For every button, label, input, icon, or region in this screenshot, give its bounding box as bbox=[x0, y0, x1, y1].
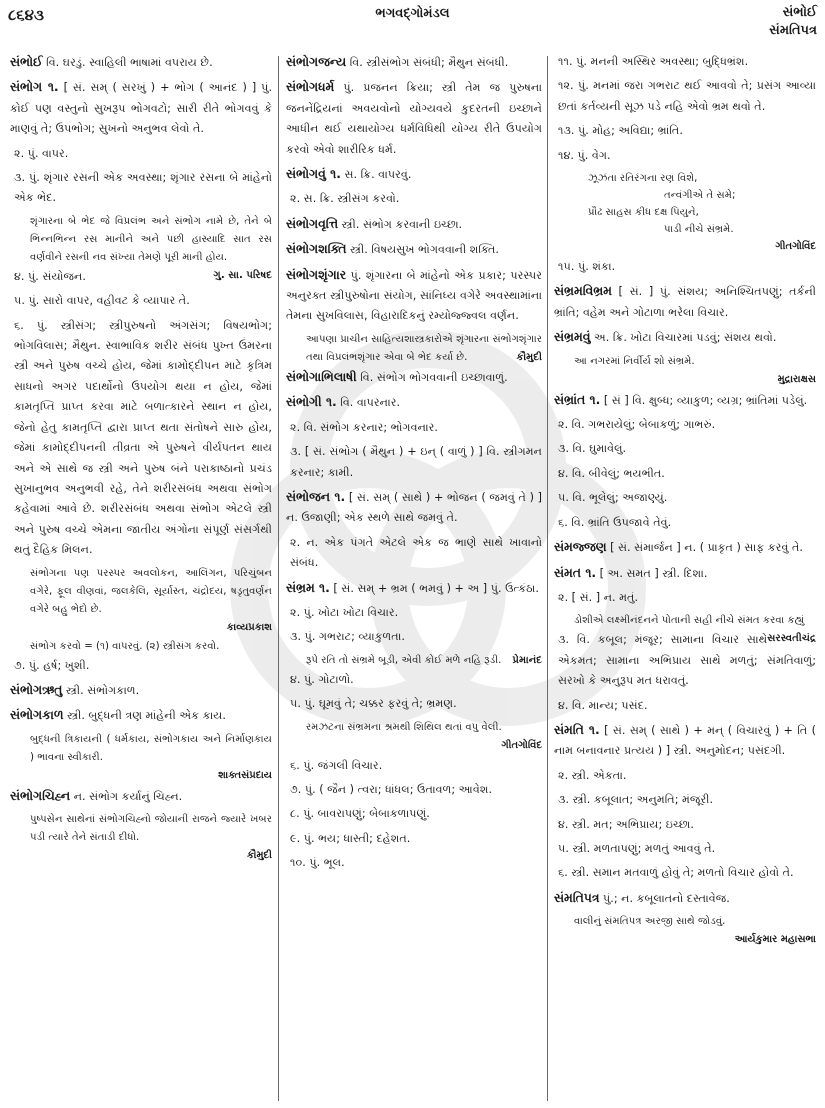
usage-quotation bbox=[10, 638, 272, 656]
usage-quotation bbox=[286, 652, 542, 670]
column-2 bbox=[286, 52, 542, 1102]
headword: સંમતિપત્ર bbox=[554, 889, 600, 905]
headword: સંભ્રમવું bbox=[554, 329, 591, 345]
dictionary-entry bbox=[554, 563, 816, 584]
headword: સંભોગવું ૧. bbox=[286, 166, 341, 182]
quotation-source: કૌમુદી bbox=[246, 850, 272, 862]
headword: સંમતિ ૧. bbox=[554, 721, 600, 737]
quotation-text: રમઝટના સંભ્રમના શ્રમથી શિથિલ થતાં વપુ વેલી. bbox=[306, 721, 502, 733]
sense-definition: ૯. પું. ભય; ધાસ્તી; દહેશત. bbox=[290, 831, 411, 845]
sense-definition: ૨. વિ. ગભરાયેલું; બેબાકળું; ગાભરું. bbox=[558, 418, 716, 432]
definition: [ સં ] વિ. ક્ષુબ્ધ; વ્યાકુળ; વ્યગ્ર; ભ્રાંતિમાં પડેલું. bbox=[600, 393, 808, 407]
sense-definition: ૨. વિ. સંભોગ કરનાર; ભોગવનાર. bbox=[290, 420, 438, 434]
definition: પું. શૃંગારના બે માંહેનો એક પ્રકાર; પરસ્પર અનુરક્ત સ્ત્રીપુરુષોના સંયોગ, સાંનિધ્ય વગેરે અવસ્થામાંના તેમના સુખવિલાસ, વિહારાદિકનું રમ્યોજ્જ્વલ વર્ણન. bbox=[286, 268, 542, 323]
definition: [ સં. સમ્ ( સરખું ) + ભોગ ( આનંદ ) ] પું. કોઈ પણ વસ્તુનો સુખરૂપ ભોગવટો; સારી રીતે ભોગવવું કે માણવું તે; ઉપભોગ; સુખનો અનુભવ લેવો તે. bbox=[10, 81, 272, 136]
headword: સંભોગાભિલાષી bbox=[286, 368, 357, 384]
sense-definition: ૭. પું. ( જૈન ) ત્વરા; ધાંધલ; ઉતાવળ; આવેશ. bbox=[290, 782, 493, 796]
quotation-source: મુદ્રારાક્ષસ bbox=[777, 373, 816, 385]
quotation-source: ગીતગોવિંદ bbox=[501, 739, 542, 751]
verse-line: ઝૂઝંતા રતિરંગના રણ વિશે, bbox=[588, 173, 698, 185]
quotation-text: વાલીનું સંમતિપત્ર અરજી સાથે જોડવું. bbox=[574, 916, 726, 928]
headword: સંભ્રમ ૧. bbox=[286, 579, 330, 595]
headword: સંભોગધર્મ bbox=[286, 79, 335, 95]
definition: [ સં. ] પું. સંશય; અનિશ્ચિતપણું; તર્કની ભ્રાંતિ; વહેમ અને ગોટાળા ભરેલા વિચાર. bbox=[554, 285, 816, 319]
definition: વિ. વાપરનાર. bbox=[336, 396, 401, 410]
quotation-text: સંભોગના પણ પરસ્પર અવલોકન, આલિંગન, પરિચુંબન વગેરે, ફૂલ વીણવાં, જલકેલિ, સૂર્યાસ્ત, ચંદ્રોદય, ષડૃતુવર્ણન વગેરે બહુ ભેદો છે. bbox=[30, 567, 272, 615]
quotation-source: ગુ. સા. પરિષદ bbox=[213, 269, 272, 281]
quotation-text: આપણા પ્રાચીન સાહિત્યશાસ્ત્રકારોએ શૃંગારના સંભોગશૃંગાર તથા વિપ્રલંભશૃંગાર એવા બે ભેદ કર્યા છે. bbox=[306, 333, 542, 363]
verse-quotation bbox=[554, 170, 816, 238]
quotation-source: પ્રેમાનંદ bbox=[512, 654, 542, 666]
quotation-text: સંભોગ કરવો = (૧) વાપરવું. (૨) સ્ત્રીસંગ કરવો. bbox=[30, 640, 220, 652]
dictionary-entry bbox=[286, 487, 542, 529]
dictionary-entry bbox=[10, 680, 272, 701]
headword: સંભોગઋતુ bbox=[10, 681, 63, 697]
verse-line: તન્વંગીએ તે સમે; bbox=[664, 190, 736, 202]
headword: સંભોગશૃંગાર bbox=[286, 266, 347, 282]
usage-quotation bbox=[286, 719, 542, 737]
verse-line: પ્રૌઢ સાહસ કીધ દક્ષ પિયુને, bbox=[588, 207, 699, 219]
dictionary-entry bbox=[554, 281, 816, 323]
usage-quotation bbox=[286, 331, 542, 367]
sense-definition: ૧૦. પું. ભૂલ. bbox=[290, 856, 345, 870]
dictionary-entry bbox=[286, 52, 542, 73]
definition: વિ. સ્ત્રીસંભોગ સંબંધી; મૈથુન સંબંધી. bbox=[346, 56, 509, 69]
definition: વિ. ઘરડું. સ્વાહિલી ભાષામાં વપરાય છે. bbox=[42, 56, 213, 69]
definition: પું. પ્રજનન ક્રિયા; સ્ત્રી તેમ જ પુરુષના જનનેંદ્રિયનાં અવયવોનો યોગ્યવયે કુદરતની ઇચ્છાને આધીન થઈ યથાયોગ્ય ધર્મવિધિથી યોગ્ય રીતે ઉપયોગ કરવો એવો શારીરિક ધર્મ. bbox=[286, 81, 542, 156]
sense-definition: ૫. પું. સારો વાપર, વહીવટ કે વ્યાપાર તે. bbox=[14, 294, 190, 308]
headword: સંમજ્જણ bbox=[554, 539, 607, 555]
sense-definition: ૨. સ્ત્રી. એકતા. bbox=[558, 768, 627, 782]
sense-definition: ૭. પું. હર્ષ; ખુશી. bbox=[14, 658, 90, 672]
sense-definition: ૫. વિ. ભૂલેલું; અજાણ્યું. bbox=[558, 491, 668, 505]
sense-definition: ૧૩. પું. મોહ; અવિદ્યા; ભ્રાંતિ. bbox=[558, 124, 683, 138]
definition: [ અ. સમત ] સ્ત્રી. દિશા. bbox=[596, 566, 708, 580]
column-3 bbox=[554, 52, 816, 1102]
quotation-text: આ નગરમાં નિર્વીર્ય શો સંભ્રમે. bbox=[574, 355, 695, 367]
quotation-text: શૃંગારના બે ભેદ જે વિપ્રલંભ અને સંભોગ નામે છે, તેને બે ભિન્નભિન્ન રસ માનીને અને પછી હાસ્યાદિ સાત રસ વર્ણવીને રસની નવ સંખ્યા તેમણે પૂરી માની હોય. bbox=[30, 215, 272, 263]
usage-quotation bbox=[554, 913, 816, 931]
sense-definition: ૧૫. પું. શંકા. bbox=[558, 260, 616, 274]
dictionary-entry bbox=[286, 367, 542, 388]
headword: સંભ્રાંત ૧. bbox=[554, 391, 601, 407]
sense-definition: ૪. પું. ગોટાળો. bbox=[290, 672, 354, 686]
sense-definition: ૬. વિ. ભ્રાંતિ ઉપજાવે તેવું. bbox=[558, 515, 672, 529]
definition: સ્ત્રી. સંભોગકાળ. bbox=[62, 683, 140, 697]
quotation-source: ગીતગોવિંદ bbox=[775, 241, 816, 253]
sense-definition: ૧૪. પું. વેગ. bbox=[558, 148, 611, 162]
page-number: ૮૬૪૩ bbox=[8, 6, 44, 24]
sense-definition: ૮. પું. બાવરાપણું; બેબાકળાપણું. bbox=[290, 807, 430, 821]
sense-definition: ૨. ન. એક પંગતે એટલે એક જ ભાણે સાથે ખાવાનો સંબંધ. bbox=[290, 535, 542, 570]
dictionary-entry bbox=[286, 164, 542, 185]
quotation-text: બુદ્ધની ત્રિકાયની ( ધર્મકાય, સંભોગકાય અને નિર્માણકાય ) ભાવના સ્વીકારી. bbox=[30, 733, 272, 763]
headword: સંભોગચિહ્ન bbox=[10, 787, 71, 803]
sense-definition: ૬. પું. જંગલી વિચાર. bbox=[290, 758, 383, 772]
quotation-source: સરસ્વતીચંદ્ર bbox=[767, 633, 816, 645]
definition: સ્ત્રી. સંભોગ કરવાની ઇચ્છા. bbox=[338, 217, 463, 231]
sense-definition: ૪. વિ. માન્ય; પસંદ. bbox=[558, 698, 648, 712]
sense-definition: ૫. પું. ઘૂમવું તે; ચક્કર ફરવું તે; ભ્રમણ. bbox=[290, 697, 457, 711]
guide-words bbox=[769, 4, 817, 40]
definition: પું.; ન. કબૂલાતનો દસ્તાવેજ. bbox=[599, 891, 730, 905]
headword: સંભોગી ૧. bbox=[286, 394, 337, 410]
headword: સંભોગ ૧. bbox=[10, 79, 59, 95]
running-title: ભગવદ્ગોમંડલ bbox=[375, 6, 450, 21]
definition: અ. ક્રિ. ખોટા વિચારમાં પડવું; સંશય થવો. bbox=[590, 331, 777, 345]
dictionary-entry bbox=[554, 390, 816, 411]
usage-quotation bbox=[10, 731, 272, 767]
quotation-source: કૌમુદી bbox=[516, 351, 542, 363]
usage-quotation bbox=[10, 811, 272, 847]
dictionary-entry bbox=[554, 537, 816, 558]
headword: સંમત ૧. bbox=[554, 564, 597, 580]
sense-definition: ૩. પું. શૃંગાર રસની એક અવસ્થા; શૃંગાર રસના બે માંહેનો એક ભેદ. bbox=[14, 171, 272, 205]
dictionary-entry bbox=[10, 52, 272, 73]
sense-definition: ૫. સ્ત્રી. મળતાપણું; મળતું આવવું તે. bbox=[558, 841, 716, 855]
sense-definition: ૩. વિ. ઘુમાવેલું. bbox=[558, 442, 627, 456]
sense-definition: ૩. વિ. કબૂલ; મંજૂર; સામાના વિચાર સાથે એકમત; સામાના અભિપ્રાય સાથે મળતું; સંમતિવાળું; સરખો કે અનુરૂપ મત ધરાવતું. bbox=[558, 633, 816, 688]
dictionary-entry bbox=[286, 214, 542, 235]
dictionary-entry bbox=[10, 786, 272, 807]
guide-word-first: સંભોઈ bbox=[782, 5, 817, 20]
definition: સ્ત્રી. બુદ્ધની ત્રણ માંહેની એક કાય. bbox=[63, 709, 226, 723]
dictionary-entry bbox=[286, 578, 542, 599]
sense-definition: ૨. સ. ક્રિ. સ્ત્રીસંગ કરવો. bbox=[290, 192, 400, 206]
sense-definition: ૬. સ્ત્રી. સમાન મતવાળું હોવું તે; મળતો વિચાર હોવો તે. bbox=[558, 866, 794, 880]
dictionary-entry bbox=[10, 77, 272, 139]
headword: સંભોગશક્તિ bbox=[286, 241, 347, 257]
dictionary-entry bbox=[286, 392, 542, 413]
sense-definition: ૨. પું. વાપર. bbox=[14, 146, 69, 160]
dictionary-entry bbox=[286, 265, 542, 327]
dictionary-entry bbox=[554, 327, 816, 348]
sense-definition: ૩. સ્ત્રી. કબૂલાત; અનુમતિ; મંજૂરી. bbox=[558, 793, 714, 807]
definition: [ સં. સંમાર્જન ] ન. ( પ્રાકૃત ) સાફ કરવું તે. bbox=[606, 541, 803, 555]
definition: વિ. સંભોગ ભોગવવાની ઇચ્છાવાળું. bbox=[356, 370, 508, 384]
sense-definition: ૧૧. પું. મનની અસ્થિર અવસ્થા; બુદ્ધિભ્રંશ. bbox=[558, 55, 749, 68]
headword: સંભ્રમવિભ્રમ bbox=[554, 283, 612, 299]
headword: સંભોગવૃત્તિ bbox=[286, 215, 339, 231]
verse-line: પાડી નીચે સંભ્રમે. bbox=[664, 224, 734, 236]
guide-word-last: સંમતિપત્ર bbox=[769, 23, 817, 38]
sense-definition: ૨. [ સં. ] ન. મતું. bbox=[558, 590, 639, 604]
headword: સંભોગકાળ bbox=[10, 707, 64, 723]
headword: સંભોજન ૧. bbox=[286, 488, 346, 504]
usage-quotation bbox=[10, 565, 272, 619]
dictionary-entry bbox=[554, 720, 816, 762]
definition: સ્ત્રી. વિષયસુખ ભોગવવાની શક્તિ. bbox=[346, 243, 499, 257]
quotation-text: ડોશીએ લક્ષ્મીનંદનને પોતાની સહી નીચે સંમત કરવા કહ્યું bbox=[574, 615, 805, 627]
quotation-text: પુષ્પસેન સાથેનાં સંભોગચિહ્નો જોયાની રાજને જ્યારે ખબર પડી ત્યારે તેને સંતાડી દીધો. bbox=[30, 814, 272, 844]
sense-definition: ૪. વિ. બીવેલું; ભયભીત. bbox=[558, 466, 665, 480]
dictionary-columns bbox=[0, 52, 825, 1102]
sense-definition: ૨. પું. ખોટા ખોટા વિચાર. bbox=[290, 605, 399, 619]
sense-definition: ૪. સ્ત્રી. મત; અભિપ્રાય; ઇચ્છા. bbox=[558, 817, 694, 831]
definition: [ સં. સમ્ ( સાથે ) + ભોજન ( જમવું તે ) ] ન. ઉજાણી; એક સ્થળે સાથે જમવું તે. bbox=[286, 490, 543, 525]
quotation-source: શાક્તસંપ્રદાય bbox=[218, 769, 272, 781]
usage-quotation bbox=[554, 353, 816, 371]
sense-definition: ૩. પું. ગભરાટ; વ્યાકુળતા. bbox=[290, 630, 405, 644]
definition: ન. સંભોગ કર્યાનું ચિહ્ન. bbox=[70, 789, 183, 803]
dictionary-entry bbox=[10, 705, 272, 726]
headword: સંભોઈ bbox=[10, 54, 43, 69]
column-1 bbox=[10, 52, 272, 1102]
dictionary-entry bbox=[554, 888, 816, 909]
quotation-source: આર્યકુમાર મહાસભા bbox=[734, 934, 816, 946]
headword: સંભોગજન્ય bbox=[286, 54, 347, 69]
dictionary-entry bbox=[286, 77, 542, 160]
definition: [ સં. સમ્ ( સાથે ) + મન્ ( વિચારવું ) + તિ ( નામ બનાવનાર પ્રત્યય ) ] સ્ત્રી. અનુમોદન; પસંદગી. bbox=[554, 723, 816, 758]
quotation-source: કાવ્યપ્રકાશ bbox=[226, 621, 272, 633]
sense-definition: ૬. પું. સ્ત્રીસંગ; સ્ત્રીપુરુષનો અંગસંગ; વિષયભોગ; ભોગવિલાસ; મૈથુન. સ્વાભાવિક શરીર સંબંધ પુખ્ત ઉંમરના સ્ત્રી અને પુરુષ વચ્ચે હોય, જેમાં કામોદ્દીપન માટે કૃત્રિમ સાધનો અગર પદાર્થોનો ઉપયોગ થયા ન હોય, જેમાં કામતૃપ્તિ પ્રાપ્ત કરવા માટે બળાત્કારને સ્થાન ન હોય, જેનો હેતુ કામતૃપ્તિ દ્વારા પ્રાપ્ત થતા સંતોષને સારુ હોય, જેમાં કામોદ્દીપનની તીવ્રતા એ પુરુષને વીર્યપતન થાય અને એ સાથે જ સ્ત્રી અને પુરુષ બંને પરાકાષ્ઠાનો પ્રચંડ સુખાનુભવ અનુભવી રહે, તેને શરીરસંબંધ અથવા સંભોગ કહેવામાં આવે છે. શરીરસંબંધ અથવા સંભોગ એટલે સ્ત્રી અને પુરુષ વચ્ચે એમના જાતીય અંગોના સંપૂર્ણ સંસર્ગથી થતું દૈહિક મિલન. bbox=[14, 318, 272, 557]
dictionary-entry bbox=[286, 239, 542, 260]
definition: સ. ક્રિ. વાપરવું. bbox=[340, 168, 412, 182]
usage-quotation bbox=[554, 612, 816, 645]
definition: [ સં. સમ્ + ભ્રમ ( ભમવું ) + અ ] પું. ઉત્કંઠા. bbox=[329, 581, 539, 595]
sense-definition: ૩. [ સં. સંભોગ ( મૈથુન ) + ઇન્ ( વાળું ) ] વિ. સ્ત્રીગમન કરનાર; કામી. bbox=[290, 445, 542, 479]
quotation-text: રૂપે રતિ તો સંભ્રમે બૂડી, એવી કોઈ મળે નહિ રૂડી. bbox=[306, 654, 502, 666]
page-header bbox=[0, 0, 825, 50]
sense-definition: ૪. પું. સંયોજન. bbox=[14, 269, 86, 283]
sense-definition: ૧૨. પું. મનમાં જરા ગભરાટ થઈ આવવો તે; પ્રસંગ આવ્યા છતાં કર્તવ્યની સૂઝ પડે નહિ એવો ભ્રમ થવો તે. bbox=[558, 79, 816, 113]
